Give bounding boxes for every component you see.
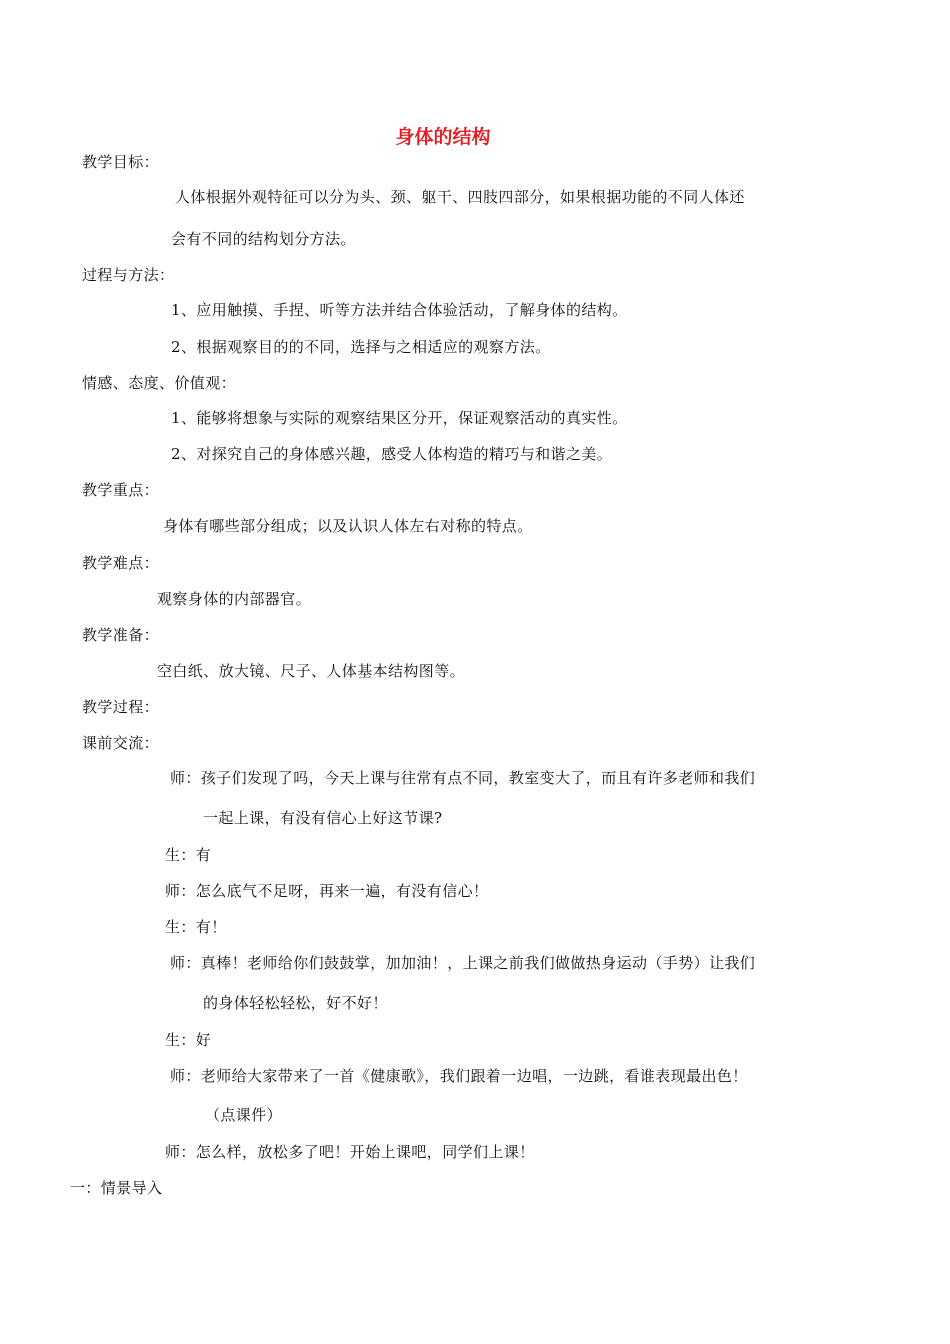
section-heading-pre-class-talk: 课前交流： (82, 734, 160, 752)
dialogue-line: （点课件） (205, 1106, 283, 1124)
paragraph-line: 人体根据外观特征可以分为头、颈、躯干、四肢四部分，如果根据功能的不同人体还 (175, 188, 745, 206)
list-item: 1、应用触摸、手捏、听等方法并结合体验活动，了解身体的结构。 (171, 301, 628, 319)
dialogue-line: 师：孩子们发现了吗，今天上课与往常有点不同，教室变大了，而且有许多老师和我们 (170, 769, 756, 787)
section-heading-process-methods: 过程与方法： (82, 266, 175, 284)
section-heading-difficulties: 教学难点： (82, 554, 160, 572)
list-item: 2、根据观察目的的不同，选择与之相适应的观察方法。 (171, 338, 551, 356)
paragraph-line: 身体有哪些部分组成；以及认识人体左右对称的特点。 (163, 517, 533, 535)
dialogue-line: 的身体轻松轻松，好不好！ (203, 994, 388, 1012)
list-item: 1、能够将想象与实际的观察结果区分开，保证观察活动的真实性。 (171, 409, 628, 427)
section-heading-scenario-intro: 一：情景导入 (70, 1179, 163, 1197)
dialogue-line: 生：有！ (165, 918, 227, 936)
dialogue-line: 师：怎么底气不足呀，再来一遍，有没有信心！ (165, 882, 489, 900)
paragraph-line: 会有不同的结构划分方法。 (171, 230, 356, 248)
section-heading-teaching-goals: 教学目标： (82, 153, 160, 171)
section-heading-teaching-process: 教学过程： (82, 698, 160, 716)
list-item: 2、对探究自己的身体感兴趣，感受人体构造的精巧与和谐之美。 (171, 445, 613, 463)
dialogue-line: 一起上课，有没有信心上好这节课? (203, 809, 443, 827)
section-heading-attitude-values: 情感、态度、价值观： (82, 374, 237, 392)
section-heading-preparation: 教学准备： (82, 626, 160, 644)
dialogue-line: 生：有 (165, 846, 212, 864)
dialogue-line: 师：真棒！老师给你们鼓鼓掌，加加油！，上课之前我们做做热身运动（手势）让我们 (170, 954, 756, 972)
dialogue-line: 生：好 (165, 1031, 212, 1049)
section-heading-key-points: 教学重点： (82, 481, 160, 499)
dialogue-line: 师：怎么样，放松多了吧！开始上课吧，同学们上课！ (165, 1143, 535, 1161)
paragraph-line: 观察身体的内部器官。 (157, 590, 312, 608)
document-title: 身体的结构 (395, 126, 491, 148)
paragraph-line: 空白纸、放大镜、尺子、人体基本结构图等。 (157, 662, 466, 680)
dialogue-line: 师：老师给大家带来了一首《健康歌》，我们跟着一边唱，一边跳，看谁表现最出色！ (170, 1067, 748, 1085)
